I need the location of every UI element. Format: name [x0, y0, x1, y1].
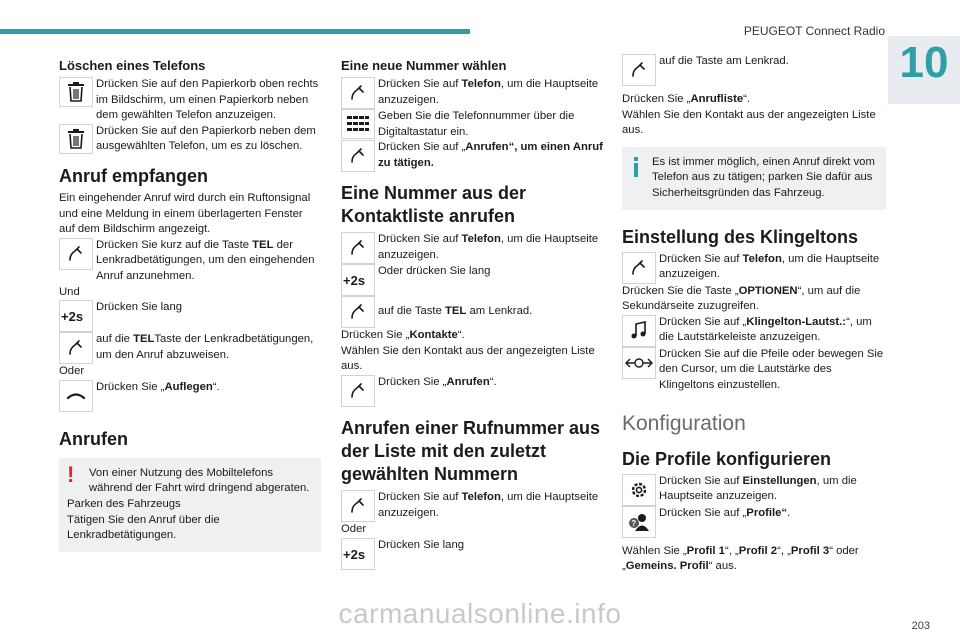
- contact-step-1-text: Drücken Sie auf Telefon, um die Hauptseite anzuzeigen.: [378, 233, 599, 261]
- receive-step-1: [59, 238, 321, 285]
- ring-step-3-text: Drücken Sie auf die Pfeile oder bewegen Sie den Cursor, um die Lautstärke des Klingeltons einzustellen.: [659, 347, 884, 391]
- warning-line-2: Parken des Fahrzeugs: [67, 497, 181, 510]
- recent-step-1: [341, 490, 603, 522]
- new-step-3: [341, 140, 603, 172]
- ring-step-2-text: Drücken Sie auf „Klingelton-Lautst.:“, um die Lautstärkeleiste anzuzeigen.: [659, 315, 872, 344]
- volume-slider-icon: [622, 347, 656, 379]
- trash-icon: [59, 124, 93, 154]
- profile-text: Wählen Sie „Profil 1“, „Profil 2“, „Profil 3“ oder „Gemeins. Profil“ aus.: [622, 544, 859, 573]
- receive-step-2: [59, 300, 321, 332]
- phone-handset-icon: [341, 140, 375, 172]
- hang-up-icon: [59, 380, 93, 412]
- phone-handset-icon: [59, 332, 93, 364]
- profiles-heading: Die Profile konfigurieren: [622, 448, 832, 469]
- receive-step-3: [59, 332, 321, 364]
- new-step-1: [341, 77, 603, 109]
- svg-text:?: ?: [631, 518, 637, 528]
- call-list-text-1: Drücken Sie „Anrufliste“.: [622, 93, 751, 105]
- recent-step-2-text: Drücken Sie lang: [378, 538, 465, 551]
- delete-step-2-text: Drücken Sie auf den Papierkorb neben dem ausgewählten Telefon, um es zu löschen.: [96, 124, 316, 153]
- chapter-number: 10: [899, 38, 949, 87]
- new-step-3-text: Drücken Sie auf „Anrufen“, um einen Anruf zu tätigen.: [378, 141, 603, 169]
- ring-step-1-text: Drücken Sie auf Telefon, um die Hauptseite anzuzeigen.: [659, 252, 880, 281]
- info-icon: [630, 155, 642, 202]
- contact-text-2: Wählen Sie den Kontakt aus der angezeigten Liste aus.: [341, 344, 595, 373]
- delete-phone-heading: Löschen eines Telefons: [59, 58, 206, 73]
- phone-handset-icon: [341, 296, 375, 328]
- warning-line-3: Tätigen Sie den Anruf über die Lenkradbetätigungen.: [67, 513, 220, 542]
- phone-handset-icon: [622, 252, 656, 284]
- contact-step-2: [341, 264, 603, 296]
- profile-icon: [622, 506, 656, 538]
- new-step-2-text: Geben Sie die Telefonnummer über die Digitaltastatur ein.: [378, 110, 575, 138]
- header-accent-bar: [0, 29, 470, 34]
- phone-handset-icon: [622, 54, 656, 86]
- profile-step-2-text: Drücken Sie auf „Profile“.: [659, 506, 791, 519]
- new-step-1-text: Drücken Sie auf Telefon, um die Hauptseite anzuzeigen.: [378, 78, 599, 106]
- ring-step-2: [622, 315, 886, 347]
- receive-step-1-text: Drücken Sie kurz auf die Taste TEL der Lenkradbetätigungen, um den eingehenden Anruf anzunehmen.: [96, 238, 315, 282]
- svg-text:+2s: +2s: [61, 309, 84, 325]
- contact-step-3-text: auf die Taste TEL am Lenkrad.: [378, 305, 533, 318]
- long-press-2s-icon: [341, 538, 375, 570]
- warning-icon: !: [67, 461, 75, 487]
- info-box: [622, 147, 886, 210]
- column-2: [341, 54, 603, 570]
- recent-calls-heading: Anrufen einer Rufnummer aus der Liste mit den zuletzt gewählten Nummern: [341, 417, 601, 484]
- phone-handset-icon: [59, 238, 93, 270]
- info-text: Es ist immer möglich, einen Anruf direkt vom Telefon aus zu tätigen; parken Sie dafür aus Sicherheitsgründen das Fahrzeug.: [652, 155, 875, 199]
- contact-step-3: [341, 296, 603, 328]
- delete-step-1-text: Drücken Sie auf den Papierkorb oben rechts im Bildschirm, um einen Papierkorb neben dem gewählten Telefon anzuzeigen.: [96, 78, 319, 122]
- recent-step-2: [341, 538, 603, 570]
- configuration-heading: Konfiguration: [622, 411, 746, 435]
- steering-step-text: auf die Taste am Lenkrad.: [659, 55, 789, 67]
- receive-step-3-text: auf die TELTaste der Lenkradbetätigungen, um den Anruf abzuweisen.: [96, 333, 314, 361]
- phone-handset-icon: [341, 375, 375, 407]
- watermark: carmanualsonline.info: [338, 598, 622, 629]
- column-1: [59, 54, 321, 552]
- contact-list-heading: Eine Nummer aus der Kontaktliste anrufen: [341, 183, 527, 227]
- phone-handset-icon: [341, 232, 375, 264]
- page-number: 203: [911, 620, 930, 632]
- ringtone-heading: Einstellung des Klingeltons: [622, 226, 859, 247]
- svg-text:+2s: +2s: [343, 546, 366, 562]
- steering-step: [622, 54, 886, 86]
- long-press-2s-icon: [341, 264, 375, 296]
- phone-handset-icon: [341, 77, 375, 109]
- delete-step-1: [59, 77, 321, 124]
- und-text: Und: [59, 285, 80, 298]
- receive-intro: Ein eingehender Anruf wird durch ein Ruftonsignal und eine Meldung in einem überlagerten Fenster auf dem Bildschirm angezeigt.: [59, 191, 311, 236]
- profile-step-2: [622, 506, 886, 538]
- gear-icon: [622, 474, 656, 506]
- chapter-tab: [888, 36, 960, 104]
- new-step-2: [341, 109, 603, 140]
- contact-step-4-text: Drücken Sie „Anrufen“.: [378, 375, 497, 388]
- receive-call-heading: Anruf empfangen: [59, 165, 209, 186]
- phone-handset-icon: [341, 490, 375, 522]
- new-number-heading: Eine neue Nummer wählen: [341, 58, 507, 73]
- oder-text-2: Oder: [341, 522, 367, 535]
- oder-text: Oder: [59, 365, 85, 378]
- warning-box: [59, 458, 321, 552]
- trash-icon: [59, 77, 93, 107]
- profile-step-1-text: Drücken Sie auf Einstellungen, um die Hauptseite anzuzeigen.: [659, 474, 857, 503]
- receive-step-2-text: Drücken Sie lang: [96, 301, 183, 314]
- ring-step-3: [622, 347, 886, 394]
- contact-step-2-text: Oder drücken Sie lang: [378, 265, 491, 278]
- ring-text: Drücken Sie die Taste „OPTIONEN“, um auf die Sekundärseite zuzugreifen.: [622, 284, 861, 313]
- contact-text-1: Drücken Sie „Kontakte“.: [341, 329, 465, 342]
- profile-step-1: [622, 474, 886, 506]
- call-list-text-2: Wählen Sie den Kontakt aus der angezeigten Liste aus.: [622, 108, 876, 137]
- long-press-2s-icon: [59, 300, 93, 332]
- contact-step-4: [341, 375, 603, 407]
- page-header-title: PEUGEOT Connect Radio: [743, 24, 885, 38]
- delete-step-2: [59, 124, 321, 155]
- receive-step-4: [59, 380, 321, 412]
- svg-text:+2s: +2s: [343, 273, 366, 289]
- ring-step-1: [622, 252, 886, 284]
- receive-step-4-text: Drücken Sie „Auflegen“.: [96, 380, 220, 393]
- contact-step-1: [341, 232, 603, 264]
- keypad-icon: [341, 109, 375, 139]
- warning-line-1: Von einer Nutzung des Mobiltelefons während der Fahrt wird dringend abgeraten.: [89, 466, 310, 495]
- call-heading: Anrufen: [59, 428, 128, 449]
- music-note-icon: [622, 315, 656, 347]
- recent-step-1-text: Drücken Sie auf Telefon, um die Hauptseite anzuzeigen.: [378, 490, 599, 519]
- column-3: [622, 54, 886, 575]
